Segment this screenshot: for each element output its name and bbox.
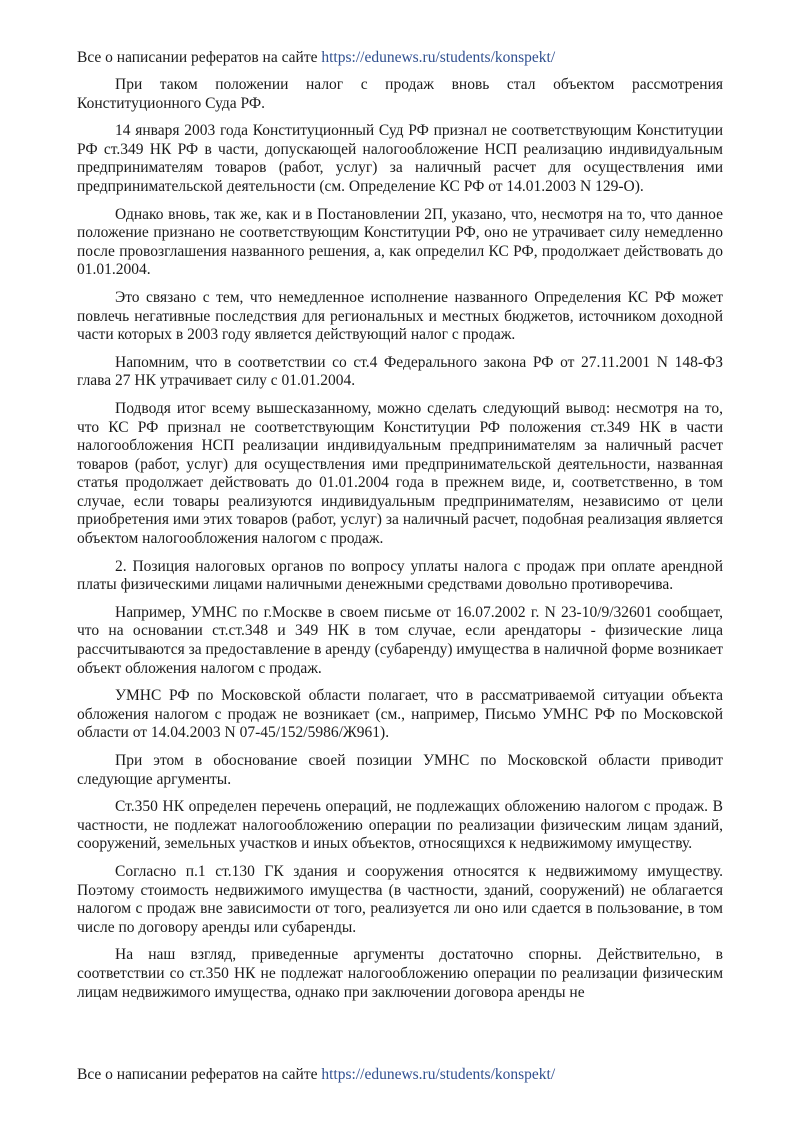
paragraph: Согласно п.1 ст.130 ГК здания и сооружения относятся к недвижимому имуществу. Поэтому стоимость недвижимого имущества (в частности, зданий, сооружений) не облагается налогом с продаж вне зависимости от того, реализуется ли оно или сдается в пользование, в том числе по договору аренды или субаренды.	[77, 862, 723, 936]
header-link[interactable]: https://edunews.ru/students/konspekt/	[321, 49, 556, 66]
header-text: Все о написании рефератов на сайте	[77, 49, 322, 66]
page-header	[77, 48, 723, 68]
paragraph: УМНС РФ по Московской области полагает, что в рассматриваемой ситуации объекта обложения налогом с продаж не возникает (см., например, Письмо УМНС РФ по Московской области от 14.04.2003 N 07-45/152/5986/Ж961).	[77, 687, 723, 742]
paragraph: Напомним, что в соответствии со ст.4 Федерального закона РФ от 27.11.2001 N 148-ФЗ глава 27 НК утрачивает силу с 01.01.2004.	[77, 353, 723, 390]
document-body	[77, 76, 723, 1011]
paragraph: При этом в обоснование своей позиции УМНС по Московской области приводит следующие аргументы.	[77, 752, 723, 788]
paragraph: На наш взгляд, приведенные аргументы достаточно спорны. Действительно, в соответствии со ст.350 НК не подлежат налогообложению операции по реализации физическим лицам недвижимого имущества, однако при заключении договора аренды не	[77, 946, 723, 1001]
paragraph: Например, УМНС по г.Москве в своем письме от 16.07.2002 г. N 23-10/9/32601 сообщает, что на основании ст.ст.348 и 349 НК в том случае, если арендаторы - физические лица рассчитываются за предоставление в аренду (субаренду) имущества в наличной форме возникает объект обложения налогом с продаж.	[77, 603, 723, 677]
paragraph: При таком положении налог с продаж вновь стал объектом рассмотрения Конституционного Суда РФ.	[77, 76, 723, 112]
paragraph: Однако вновь, так же, как и в Постановлении 2П, указано, что, несмотря на то, что данное положение признано не соответствующим Конституции РФ, оно не утрачивает силу немедленно после провозглашения названного решения, а, как определил КС РФ, продолжает действовать до 01.01.2004.	[77, 205, 723, 279]
paragraph: Ст.350 НК определен перечень операций, не подлежащих обложению налогом с продаж. В частности, не подлежат налогообложению операции по реализации физическим лицам зданий, сооружений, земельных участков и иных объектов, относящихся к недвижимому имуществу.	[77, 798, 723, 853]
footer-link[interactable]: https://edunews.ru/students/konspekt/	[321, 1066, 556, 1083]
paragraph: 14 января 2003 года Конституционный Суд РФ признал не соответствующим Конституции РФ ст.349 НК РФ в части, допускающей налогообложение НСП реализацию индивидуальным предпринимателям товаров (работ, услуг) за наличный расчет для осуществления ими предпринимательской деятельности (см. Определение КС РФ от 14.01.2003 N 129-О).	[77, 122, 723, 195]
paragraph: 2. Позиция налоговых органов по вопросу уплаты налога с продаж при оплате арендной платы физическими лицами наличными денежными средствами довольно противоречива.	[77, 557, 723, 594]
paragraph: Это связано с тем, что немедленное исполнение названного Определения КС РФ может повлечь негативные последствия для региональных и местных бюджетов, источником доходной части которых в 2003 году является действующий налог с продаж.	[77, 288, 723, 344]
page-footer	[77, 1065, 723, 1085]
footer-text: Все о написании рефератов на сайте	[77, 1066, 322, 1083]
paragraph: Подводя итог всему вышесказанному, можно сделать следующий вывод: несмотря на то, что КС РФ признал не соответствующим Конституции РФ положения ст.349 НК в части налогообложения НСП реализации индивидуальным предпринимателям за наличный расчет товаров (работ, услуг) для осуществления ими предпринимательской деятельности, названная статья продолжает действовать до 01.01.2004 года в прежнем виде, и, соответственно, в том случае, если товары реализуются индивидуальным предпринимателям, независимо от цели приобретения ими этих товаров (работ, услуг) за наличный расчет, подобная реализация является объектом налогообложения налогом с продаж.	[77, 399, 723, 548]
